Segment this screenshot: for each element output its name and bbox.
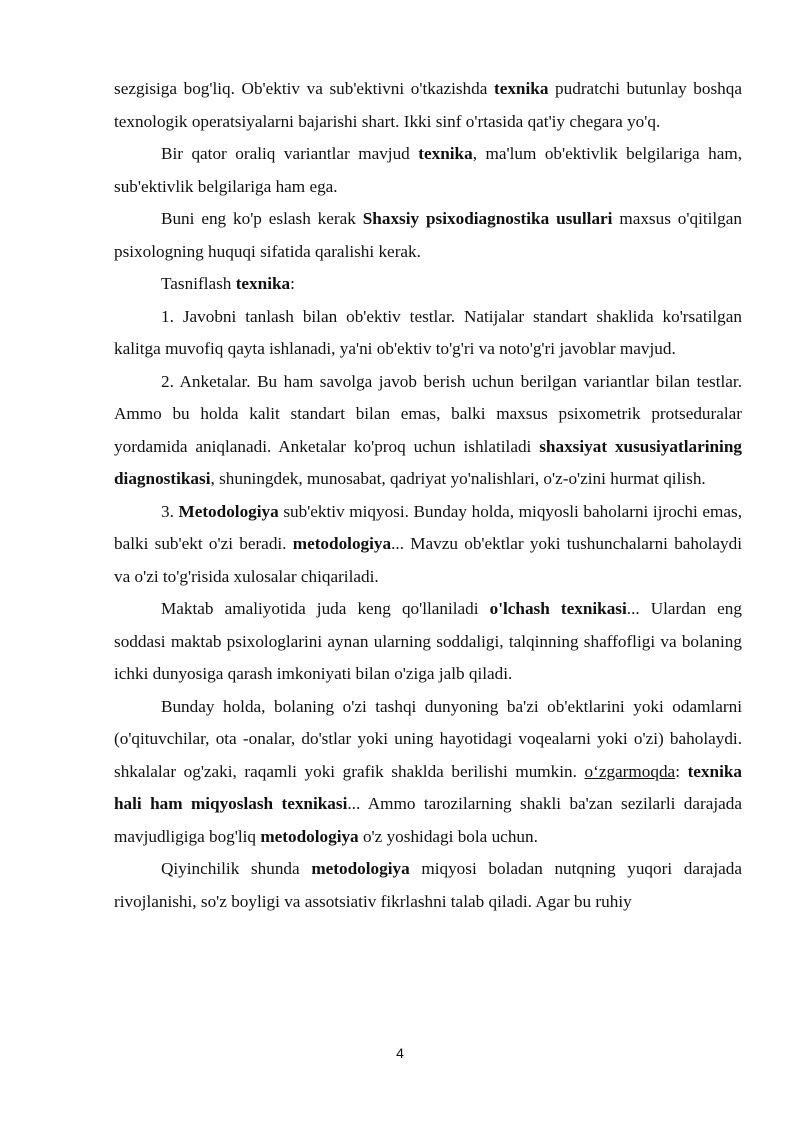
bold-term: texnika [418,144,473,163]
text-run: pudratchi butunlay boshqa texnologik operatsiyalarni bajarishi shart. Ikki sinf o'rtasida qat'iy chegara yo'q. [114,79,742,131]
text-run: maxsus o'qitilgan psixologning huquqi sifatida qaralishi kerak. [114,209,742,261]
underlined-term: o‘zgarmoqda [584,761,676,781]
text-run: Bir qator oraliq variantlar mavjud [161,144,419,163]
text-run: Tasniflash [161,274,236,293]
bold-term: texnika [493,79,549,98]
paragraph [114,138,742,203]
text-run: ... Ulardan eng soddasi maktab psixologlarini aynan ularning soddaligi, talqinning shaffofligi va bolaning ichki dunyosiga qarash imkoniyati bilan o'ziga jalb qiladi. [114,599,742,683]
text-run: o'z yoshidagi bola uchun. [358,826,538,846]
bold-term: Metodologiya [178,501,279,521]
paragraph [114,268,742,301]
text-run: ... Mavzu ob'ektlar yoki tushunchalarni baholaydi va o'zi to'g'risida xulosalar chiqariladi. [114,534,742,586]
paragraph [114,496,742,594]
paragraph [114,366,742,496]
text-run: : [675,761,688,781]
text-run: : [290,274,295,293]
bold-term: shaxsiyat xususiyatlarining diagnostikasi [114,436,742,488]
text-run: 3. [161,501,179,521]
bold-term: o'lchash texnikasi [489,599,627,618]
paragraph [114,73,742,138]
page-number: 4 [396,1045,404,1061]
text-run: , shuningdek, munosabat, qadriyat yo'nalishlari, o'z-o'zini hurmat qilish. [210,469,706,488]
text-run: miqyosi boladan nutqning yuqori darajada rivojlanishi, so'z boyligi va assotsiativ fikrlashni talab qiladi. Agar bu ruhiy [114,859,742,911]
text-run: 1. Javobni tanlash bilan ob'ektiv testlar. Natijalar standart shaklida ko'rsatilgan kalitga muvofiq qayta ishlanadi, ya'ni ob'ektiv to'g'ri va noto'g'ri javoblar mavjud. [114,306,742,358]
bold-term: texnika hali ham miqyoslash texnikasi [114,761,742,813]
body-text [114,73,742,918]
text-run: ... Ammo tarozilarning shakli ba'zan sezilarli darajada mavjudligiga bog'liq [114,794,742,846]
text-run: Bunday holda, bolaning o'zi tashqi dunyoning ba'zi ob'ektlarini yoki odamlarni (o'qituvchilar, ota -onalar, do'stlar yoki uning hayotidagi voqealarni yoki o'zi) baholaydi. shkalalar og'zaki, raqamli yoki grafik shaklda berilishi mumkin. [114,696,742,781]
text-run: Maktab amaliyotida juda keng qo'llaniladi [161,599,490,618]
bold-term: metodologiya [260,826,359,846]
text-run: Qiyinchilik shunda [161,859,312,878]
paragraph [114,203,742,268]
text-run: 2. Anketalar. Bu ham savolga javob berish uchun berilgan variantlar bilan testlar. Ammo bu holda kalit standart bilan emas, balki maxsus psixometrik protseduralar yordamida aniqlanadi. Anketalar ko'proq uchun ishlatiladi [114,371,742,456]
bold-term: texnika [235,274,291,293]
bold-term: metodologiya [311,859,410,878]
text-run: sub'ektiv miqyosi. Bunday holda, miqyosli baholarni ijrochi emas, balki sub'ekt o'zi beradi. [114,501,742,553]
paragraph [114,691,742,854]
paragraph [114,301,742,366]
paragraph [114,593,742,691]
text-run: , ma'lum ob'ektivlik belgilariga ham, sub'ektivlik belgilariga ham ega. [114,144,742,196]
bold-term: Shaxsiy psixodiagnostika usullari [362,209,613,228]
paragraph [114,853,742,918]
text-run: Buni eng ko'p eslash kerak [161,209,363,228]
text-run: sezgisiga bog'liq. Ob'ektiv va sub'ektivni o'tkazishda [114,79,494,98]
bold-term: metodologiya [292,534,392,553]
